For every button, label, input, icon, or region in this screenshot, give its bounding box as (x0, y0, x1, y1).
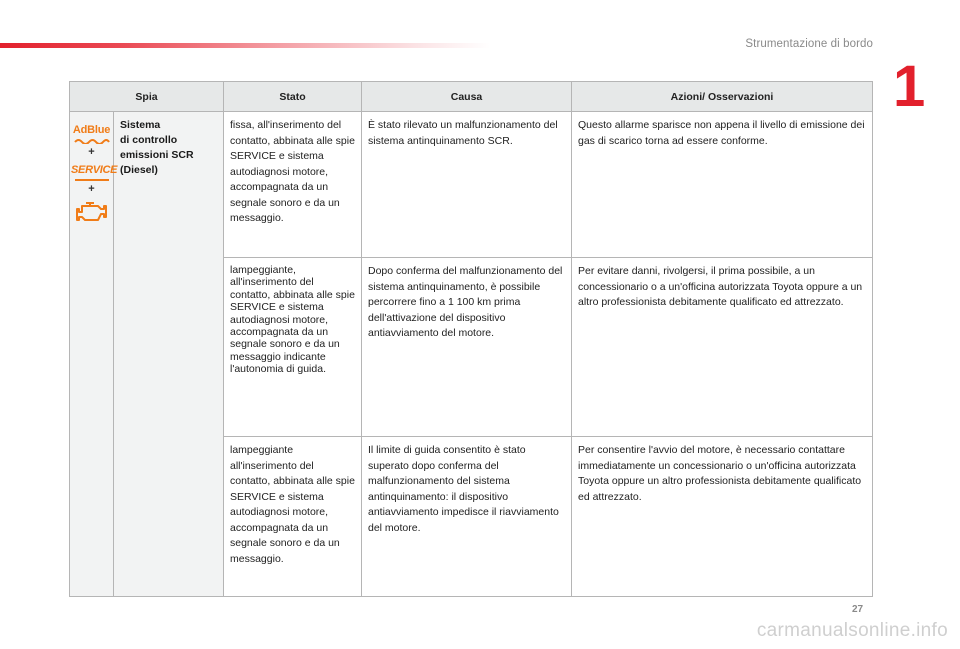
table-row (70, 112, 873, 258)
chapter-number: 1 (893, 54, 926, 119)
plus-sign: + (88, 183, 95, 195)
header-causa: Causa (362, 82, 572, 112)
table-header-row (70, 82, 873, 112)
warning-lights-table (69, 81, 873, 597)
service-icon: SERVICE (71, 164, 118, 176)
service-underline (75, 179, 109, 181)
row3-causa: Il limite di guida consentito è stato superato dopo conferma del malfunzionamento del sistema antinquinamento: il dispositivo antiavviamento impedisce il riavviamento del motore. (362, 437, 572, 597)
row1-causa: È stato rilevato un malfunzionamento del sistema antinquinamento SCR. (362, 112, 572, 258)
warning-icons-cell (70, 112, 118, 597)
row2-stato: lampeggiante, all'inserimento del contatto, abbinata alle spie SERVICE e sistema autodiagnosi motore, accompagnata da un segnale sonoro e da un messaggio indicante l'autonomia di guida. (224, 258, 362, 437)
row3-stato: lampeggiante all'inserimento del contatto, abbinata alle spie SERVICE e sistema autodiagnosi motore, accompagnata da un segnale sonoro e da un messaggio. (224, 437, 362, 597)
header-azioni: Azioni/ Osservazioni (572, 82, 873, 112)
header-spia: Spia (70, 82, 224, 112)
row1-stato: fissa, all'inserimento del contatto, abbinata alle spie SERVICE e sistema autodiagnosi motore, accompagnata da un segnale sonoro e da un messaggio. (224, 112, 362, 258)
adblue-icon: AdBlue (72, 124, 111, 136)
system-name-text: Sistema di controllo emissioni SCR (Diesel) (120, 119, 194, 176)
plus-sign: + (88, 146, 95, 158)
row1-azioni: Questo allarme sparisce non appena il livello di emissione dei gas di scarico torna ad essere conforme. (572, 112, 873, 258)
section-title: Strumentazione di bordo (745, 38, 873, 50)
watermark: carmanualsonline.info (756, 620, 948, 641)
row2-causa: Dopo conferma del malfunzionamento del sistema antinquinamento, è possibile percorrere fino a 1 100 km prima dell'attivazione del dispositivo antiavviamento del motore. (362, 258, 572, 437)
page-number: 27 (852, 604, 864, 615)
system-name (114, 112, 224, 597)
header-stato: Stato (224, 82, 362, 112)
engine-check-icon (76, 201, 108, 223)
header-accent-bar (0, 43, 490, 48)
row3-azioni: Per consentire l'avvio del motore, è necessario contattare immediatamente un concessionario o un'officina autorizzata Toyota oppure un altro professionista debitamente qualificato ed attrezzato. (572, 437, 873, 597)
row2-azioni: Per evitare danni, rivolgersi, il prima possibile, a un concessionario o a un'officina autorizzata Toyota oppure a un altro professionista debitamente qualificato ed attrezzato. (572, 258, 873, 437)
adblue-waves-icon (74, 138, 110, 144)
